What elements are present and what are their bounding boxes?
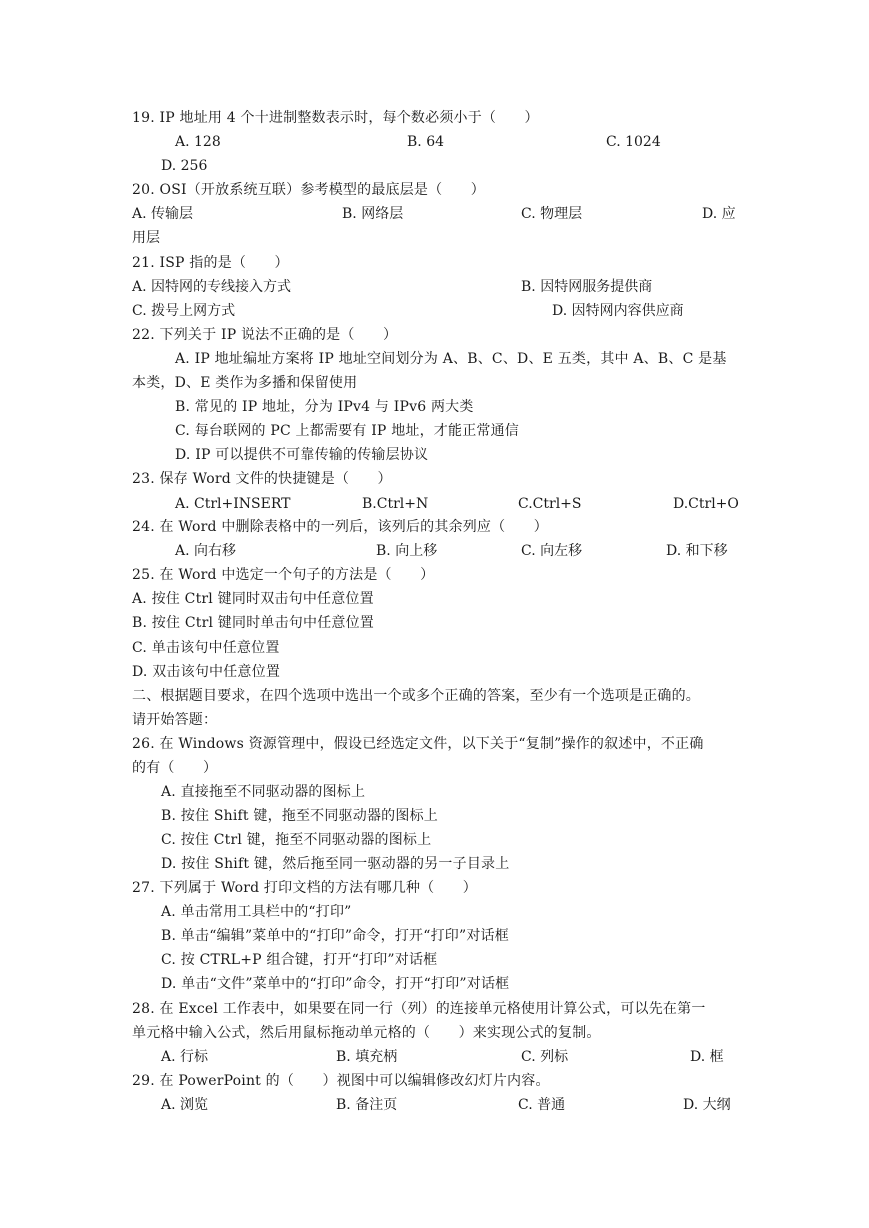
q23-option-d: D.Ctrl+O	[673, 496, 739, 512]
q24-option-d: D. 和下移	[666, 543, 728, 559]
q19-option-d: D. 256	[161, 158, 208, 174]
q27-option-a: A. 单击常用工具栏中的“打印”	[161, 904, 352, 920]
q22-option-a: A. IP 地址编址方案将 IP 地址空间划分为 A、B、C、D、E 五类，其中 A、B、C 是基	[175, 351, 727, 367]
q20-option-a: A. 传输层	[132, 206, 194, 222]
q28-option-a: A. 行标	[161, 1049, 209, 1065]
q20-option-d-continued: 用层	[132, 230, 160, 246]
q21-option-d: D. 因特网内容供应商	[552, 303, 684, 319]
section2-instructions: 二、根据题目要求，在四个选项中选出一个或多个正确的答案，至少有一个选项是正确的。	[132, 688, 700, 704]
q22-option-d: D. IP 可以提供不可靠传输的传输层协议	[175, 447, 429, 463]
q24-option-b: B. 向上移	[376, 543, 438, 559]
q20-option-d: D. 应	[702, 206, 736, 222]
q21-stem: 21. ISP 指的是（ ）	[132, 255, 289, 271]
q28-stem-continued: 单元格中输入公式，然后用鼠标拖动单元格的（ ）来实现公式的复制。	[132, 1025, 601, 1041]
q26-option-b: B. 按住 Shift 键，拖至不同驱动器的图标上	[161, 808, 438, 824]
q28-option-c: C. 列标	[521, 1049, 569, 1065]
q22-option-a-continued: 本类，D、E 类作为多播和保留使用	[132, 375, 358, 391]
q21-option-c: C. 拨号上网方式	[132, 303, 236, 319]
q22-option-c: C. 每台联网的 PC 上都需要有 IP 地址，才能正常通信	[175, 423, 519, 439]
q28-option-b: B. 填充柄	[336, 1049, 398, 1065]
q26-option-d: D. 按住 Shift 键，然后拖至同一驱动器的另一子目录上	[161, 856, 510, 872]
q20-option-c: C. 物理层	[521, 206, 583, 222]
q28-option-d: D. 框	[690, 1049, 724, 1065]
q27-option-d: D. 单击“文件”菜单中的“打印”命令，打开“打印”对话框	[161, 976, 510, 992]
q19-option-b: B. 64	[407, 134, 445, 150]
q25-option-d: D. 双击该句中任意位置	[132, 664, 281, 680]
q24-option-a: A. 向右移	[175, 543, 237, 559]
q27-option-b: B. 单击“编辑”菜单中的“打印”命令，打开“打印”对话框	[161, 928, 509, 944]
q23-option-b: B.Ctrl+N	[362, 496, 429, 512]
q29-option-c: C. 普通	[518, 1097, 566, 1113]
q29-option-d: D. 大纲	[683, 1097, 731, 1113]
q26-stem-continued: 的有（ ）	[132, 760, 218, 776]
q26-stem: 26. 在 Windows 资源管理中，假设已经选定文件，以下关于“复制”操作的叙述中，不正确	[132, 736, 704, 752]
q25-option-a: A. 按住 Ctrl 键同时双击句中任意位置	[132, 591, 374, 607]
q23-option-c: C.Ctrl+S	[518, 496, 582, 512]
q27-option-c: C. 按 CTRL+P 组合键，打开“打印”对话框	[161, 952, 438, 968]
q22-option-b: B. 常见的 IP 地址，分为 IPv4 与 IPv6 两大类	[175, 399, 474, 415]
q24-option-c: C. 向左移	[521, 543, 583, 559]
q29-stem: 29. 在 PowerPoint 的（ ）视图中可以编辑修改幻灯片内容。	[132, 1073, 550, 1089]
q21-option-a: A. 因特网的专线接入方式	[132, 279, 292, 295]
q28-stem: 28. 在 Excel 工作表中，如果要在同一行（列）的连接单元格使用计算公式，可以先在第一	[132, 1001, 706, 1017]
q22-stem: 22. 下列关于 IP 说法不正确的是（ ）	[132, 327, 398, 343]
q25-option-c: C. 单击该句中任意位置	[132, 640, 280, 656]
q27-stem: 27. 下列属于 Word 打印文档的方法有哪几种（ ）	[132, 880, 477, 896]
q29-option-a: A. 浏览	[161, 1097, 209, 1113]
q23-option-a: A. Ctrl+INSERT	[175, 496, 291, 512]
q23-stem: 23. 保存 Word 文件的快捷键是（ ）	[132, 471, 392, 487]
q19-option-a: A. 128	[175, 134, 221, 150]
q19-option-c: C. 1024	[606, 134, 661, 150]
q20-stem: 20. OSI（开放系统互联）参考模型的最底层是（ ）	[132, 182, 485, 198]
q29-option-b: B. 备注页	[336, 1097, 398, 1113]
q24-stem: 24. 在 Word 中删除表格中的一列后，该列后的其余列应（ ）	[132, 519, 548, 535]
q26-option-c: C. 按住 Ctrl 键，拖至不同驱动器的图标上	[161, 832, 432, 848]
q20-option-b: B. 网络层	[342, 206, 404, 222]
q21-option-b: B. 因特网服务提供商	[521, 279, 653, 295]
section2-instructions-continued: 请开始答题：	[132, 712, 218, 728]
q25-stem: 25. 在 Word 中选定一个句子的方法是（ ）	[132, 567, 435, 583]
q25-option-b: B. 按住 Ctrl 键同时单击句中任意位置	[132, 615, 374, 631]
q26-option-a: A. 直接拖至不同驱动器的图标上	[161, 784, 366, 800]
q19-stem: 19. IP 地址用 4 个十进制整数表示时，每个数必须小于（ ）	[132, 110, 539, 126]
